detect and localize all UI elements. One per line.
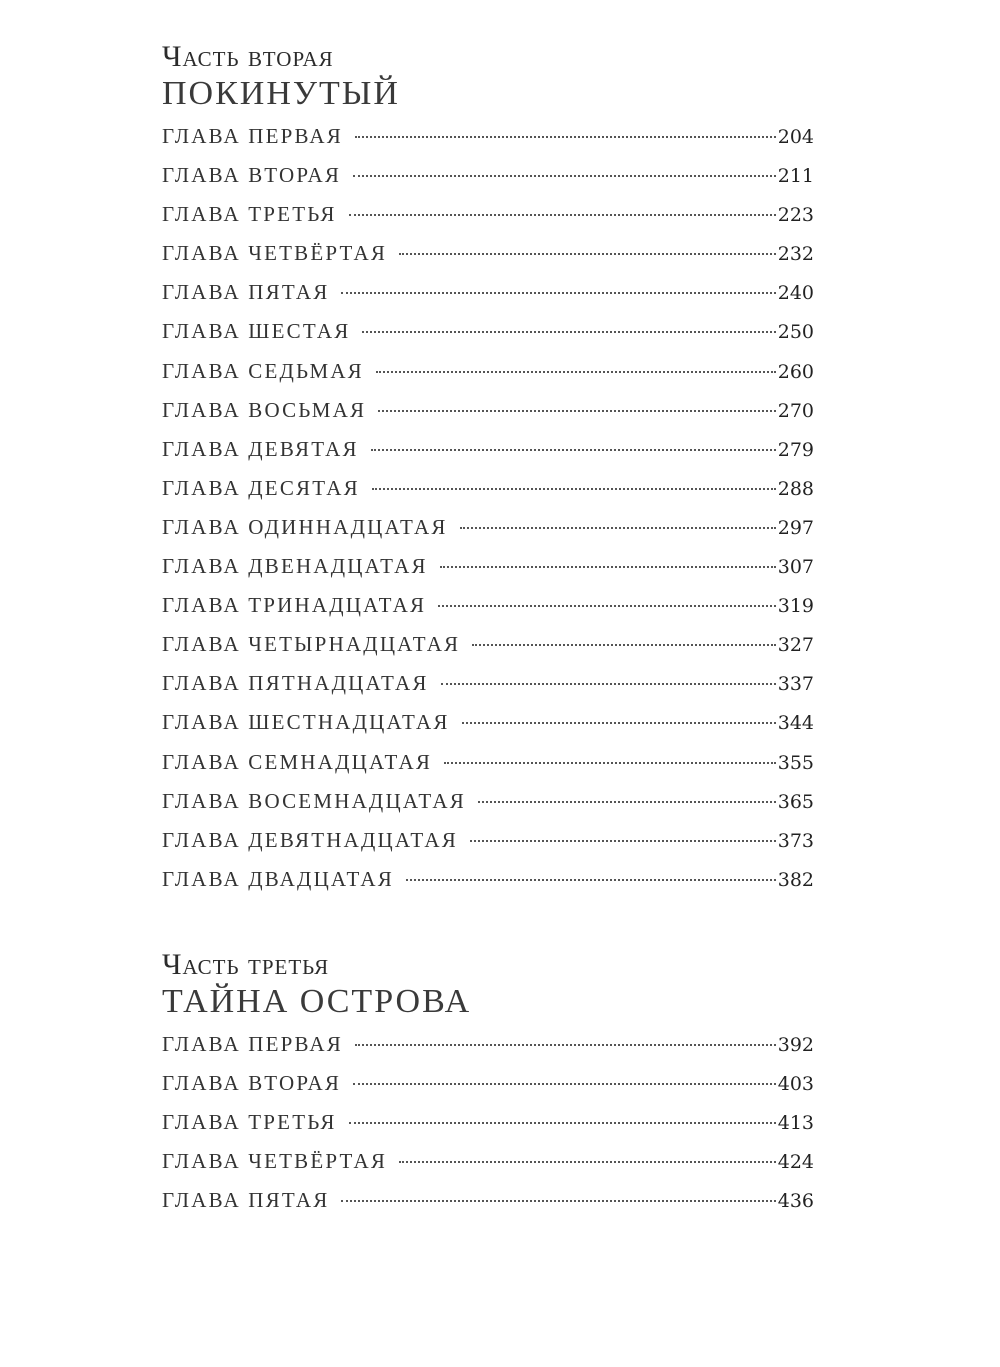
- toc-entry[interactable]: [162, 515, 814, 554]
- chapter-title: ГЛАВА ПЯТАЯ: [162, 280, 330, 305]
- toc-entry[interactable]: [162, 671, 814, 710]
- page-number: 327: [777, 634, 814, 657]
- toc-entry[interactable]: [162, 750, 814, 789]
- dot-leader: [355, 1044, 776, 1046]
- page-number: 223: [777, 204, 814, 227]
- page-number: 413: [777, 1112, 814, 1135]
- dot-leader: [440, 566, 776, 568]
- page-number: 403: [777, 1072, 814, 1095]
- toc-entry[interactable]: [162, 710, 814, 749]
- toc-entry[interactable]: [162, 398, 814, 437]
- page-number: 382: [777, 868, 814, 891]
- page-number: 436: [777, 1190, 814, 1213]
- dot-leader: [349, 214, 776, 216]
- chapter-title: ГЛАВА ПЕРВАЯ: [162, 124, 343, 148]
- page-number: 365: [777, 790, 814, 813]
- dot-leader: [399, 253, 776, 255]
- chapter-title: ГЛАВА ДЕВЯТАЯ: [162, 436, 359, 461]
- page-number: 355: [777, 751, 814, 774]
- toc-entry[interactable]: [162, 319, 814, 358]
- dot-leader: [362, 331, 775, 333]
- page-number: 288: [777, 477, 814, 500]
- toc-entry[interactable]: [162, 828, 814, 867]
- dot-leader: [406, 879, 776, 881]
- toc-entry[interactable]: [162, 1071, 814, 1110]
- chapter-title: ГЛАВА ШЕСТНАДЦАТАЯ: [162, 710, 450, 735]
- dot-leader: [372, 488, 776, 490]
- toc-entry[interactable]: [162, 437, 814, 476]
- dot-leader: [399, 1161, 776, 1163]
- page-number: 319: [777, 595, 814, 618]
- dot-leader: [341, 1200, 775, 1202]
- toc-entry[interactable]: [162, 163, 814, 202]
- page-number: 250: [777, 321, 814, 344]
- table-of-contents: [162, 40, 814, 1227]
- toc-entry[interactable]: [162, 1188, 814, 1227]
- dot-leader: [355, 136, 776, 138]
- part-title: ПОКИНУТЫЙ: [162, 75, 400, 112]
- dot-leader: [462, 722, 776, 724]
- dot-leader: [472, 644, 775, 646]
- chapter-title: ГЛАВА ПЯТНАДЦАТАЯ: [162, 671, 429, 696]
- chapter-title: ГЛАВА ТРЕТЬЯ: [162, 202, 337, 227]
- dot-leader: [371, 449, 776, 451]
- page-number: 424: [777, 1151, 814, 1174]
- page-number: 211: [777, 165, 814, 188]
- dot-leader: [353, 1083, 776, 1085]
- page-number: 297: [777, 516, 814, 539]
- toc-entry[interactable]: [162, 632, 814, 671]
- chapter-title: ГЛАВА ВТОРАЯ: [162, 163, 342, 188]
- toc-entry[interactable]: [162, 1149, 814, 1188]
- page-number: 307: [777, 556, 814, 579]
- page-number: 344: [777, 712, 814, 735]
- dot-leader: [376, 371, 776, 373]
- chapter-title: ГЛАВА ДВЕНАДЦАТАЯ: [162, 554, 428, 579]
- chapter-title: ГЛАВА ЧЕТЫРНАДЦАТАЯ: [162, 632, 461, 657]
- page-number: 279: [777, 438, 814, 461]
- toc-entry[interactable]: [162, 359, 814, 398]
- toc-entry[interactable]: [162, 1032, 814, 1071]
- page-number: 240: [777, 282, 814, 305]
- part-title: ТАЙНА ОСТРОВА: [162, 982, 472, 1020]
- dot-leader: [478, 801, 776, 803]
- chapter-title: ГЛАВА ДВАДЦАТАЯ: [162, 866, 395, 891]
- dot-leader: [353, 175, 776, 177]
- dot-leader: [349, 1122, 776, 1124]
- page-number: 204: [777, 126, 814, 148]
- part-two-section: [162, 40, 814, 906]
- chapter-title: ГЛАВА ВОСЕМНАДЦАТАЯ: [162, 788, 466, 813]
- toc-entry[interactable]: [162, 241, 814, 280]
- chapter-title: ГЛАВА ПЯТАЯ: [162, 1188, 330, 1213]
- dot-leader: [341, 292, 775, 294]
- chapter-title: ГЛАВА ТРЕТЬЯ: [162, 1110, 337, 1135]
- part-label: Часть вторая: [162, 40, 334, 73]
- toc-entry[interactable]: [162, 867, 814, 906]
- toc-entry[interactable]: [162, 554, 814, 593]
- toc-entry[interactable]: [162, 1110, 814, 1149]
- chapter-title: ГЛАВА ПЕРВАЯ: [162, 1031, 343, 1056]
- dot-leader: [441, 683, 776, 685]
- chapter-title: ГЛАВА СЕМНАДЦАТАЯ: [162, 749, 433, 774]
- chapter-title: ГЛАВА ЧЕТВЁРТАЯ: [162, 1149, 388, 1174]
- toc-entry[interactable]: [162, 202, 814, 241]
- dot-leader: [444, 762, 776, 764]
- dot-leader: [470, 840, 776, 842]
- toc-entry[interactable]: [162, 280, 814, 319]
- chapter-list: [162, 124, 814, 906]
- chapter-title: ГЛАВА СЕДЬМАЯ: [162, 358, 364, 383]
- chapter-title: ГЛАВА ЧЕТВЁРТАЯ: [162, 241, 388, 266]
- page-number: 392: [777, 1033, 814, 1056]
- page-number: 260: [777, 360, 814, 383]
- dot-leader: [378, 410, 776, 412]
- toc-entry[interactable]: [162, 593, 814, 632]
- page-number: 337: [777, 673, 814, 696]
- dot-leader: [460, 527, 776, 529]
- chapter-title: ГЛАВА ДЕСЯТАЯ: [162, 475, 360, 500]
- chapter-title: ГЛАВА ВОСЬМАЯ: [162, 397, 367, 422]
- page-number: 270: [777, 399, 814, 422]
- toc-entry[interactable]: [162, 789, 814, 828]
- page-number: 373: [777, 829, 814, 852]
- part-three-section: [162, 948, 814, 1227]
- chapter-title: ГЛАВА ТРИНАДЦАТАЯ: [162, 593, 427, 618]
- chapter-title: ГЛАВА ОДИННАДЦАТАЯ: [162, 514, 448, 539]
- part-label: Часть третья: [162, 947, 330, 981]
- toc-entry[interactable]: [162, 476, 814, 515]
- toc-entry[interactable]: [162, 124, 814, 163]
- dot-leader: [438, 605, 775, 607]
- chapter-title: ГЛАВА ВТОРАЯ: [162, 1070, 342, 1095]
- page-number: 232: [777, 243, 814, 266]
- chapter-title: ГЛАВА ШЕСТАЯ: [162, 319, 351, 344]
- chapter-list: [162, 1032, 814, 1227]
- chapter-title: ГЛАВА ДЕВЯТНАДЦАТАЯ: [162, 827, 458, 852]
